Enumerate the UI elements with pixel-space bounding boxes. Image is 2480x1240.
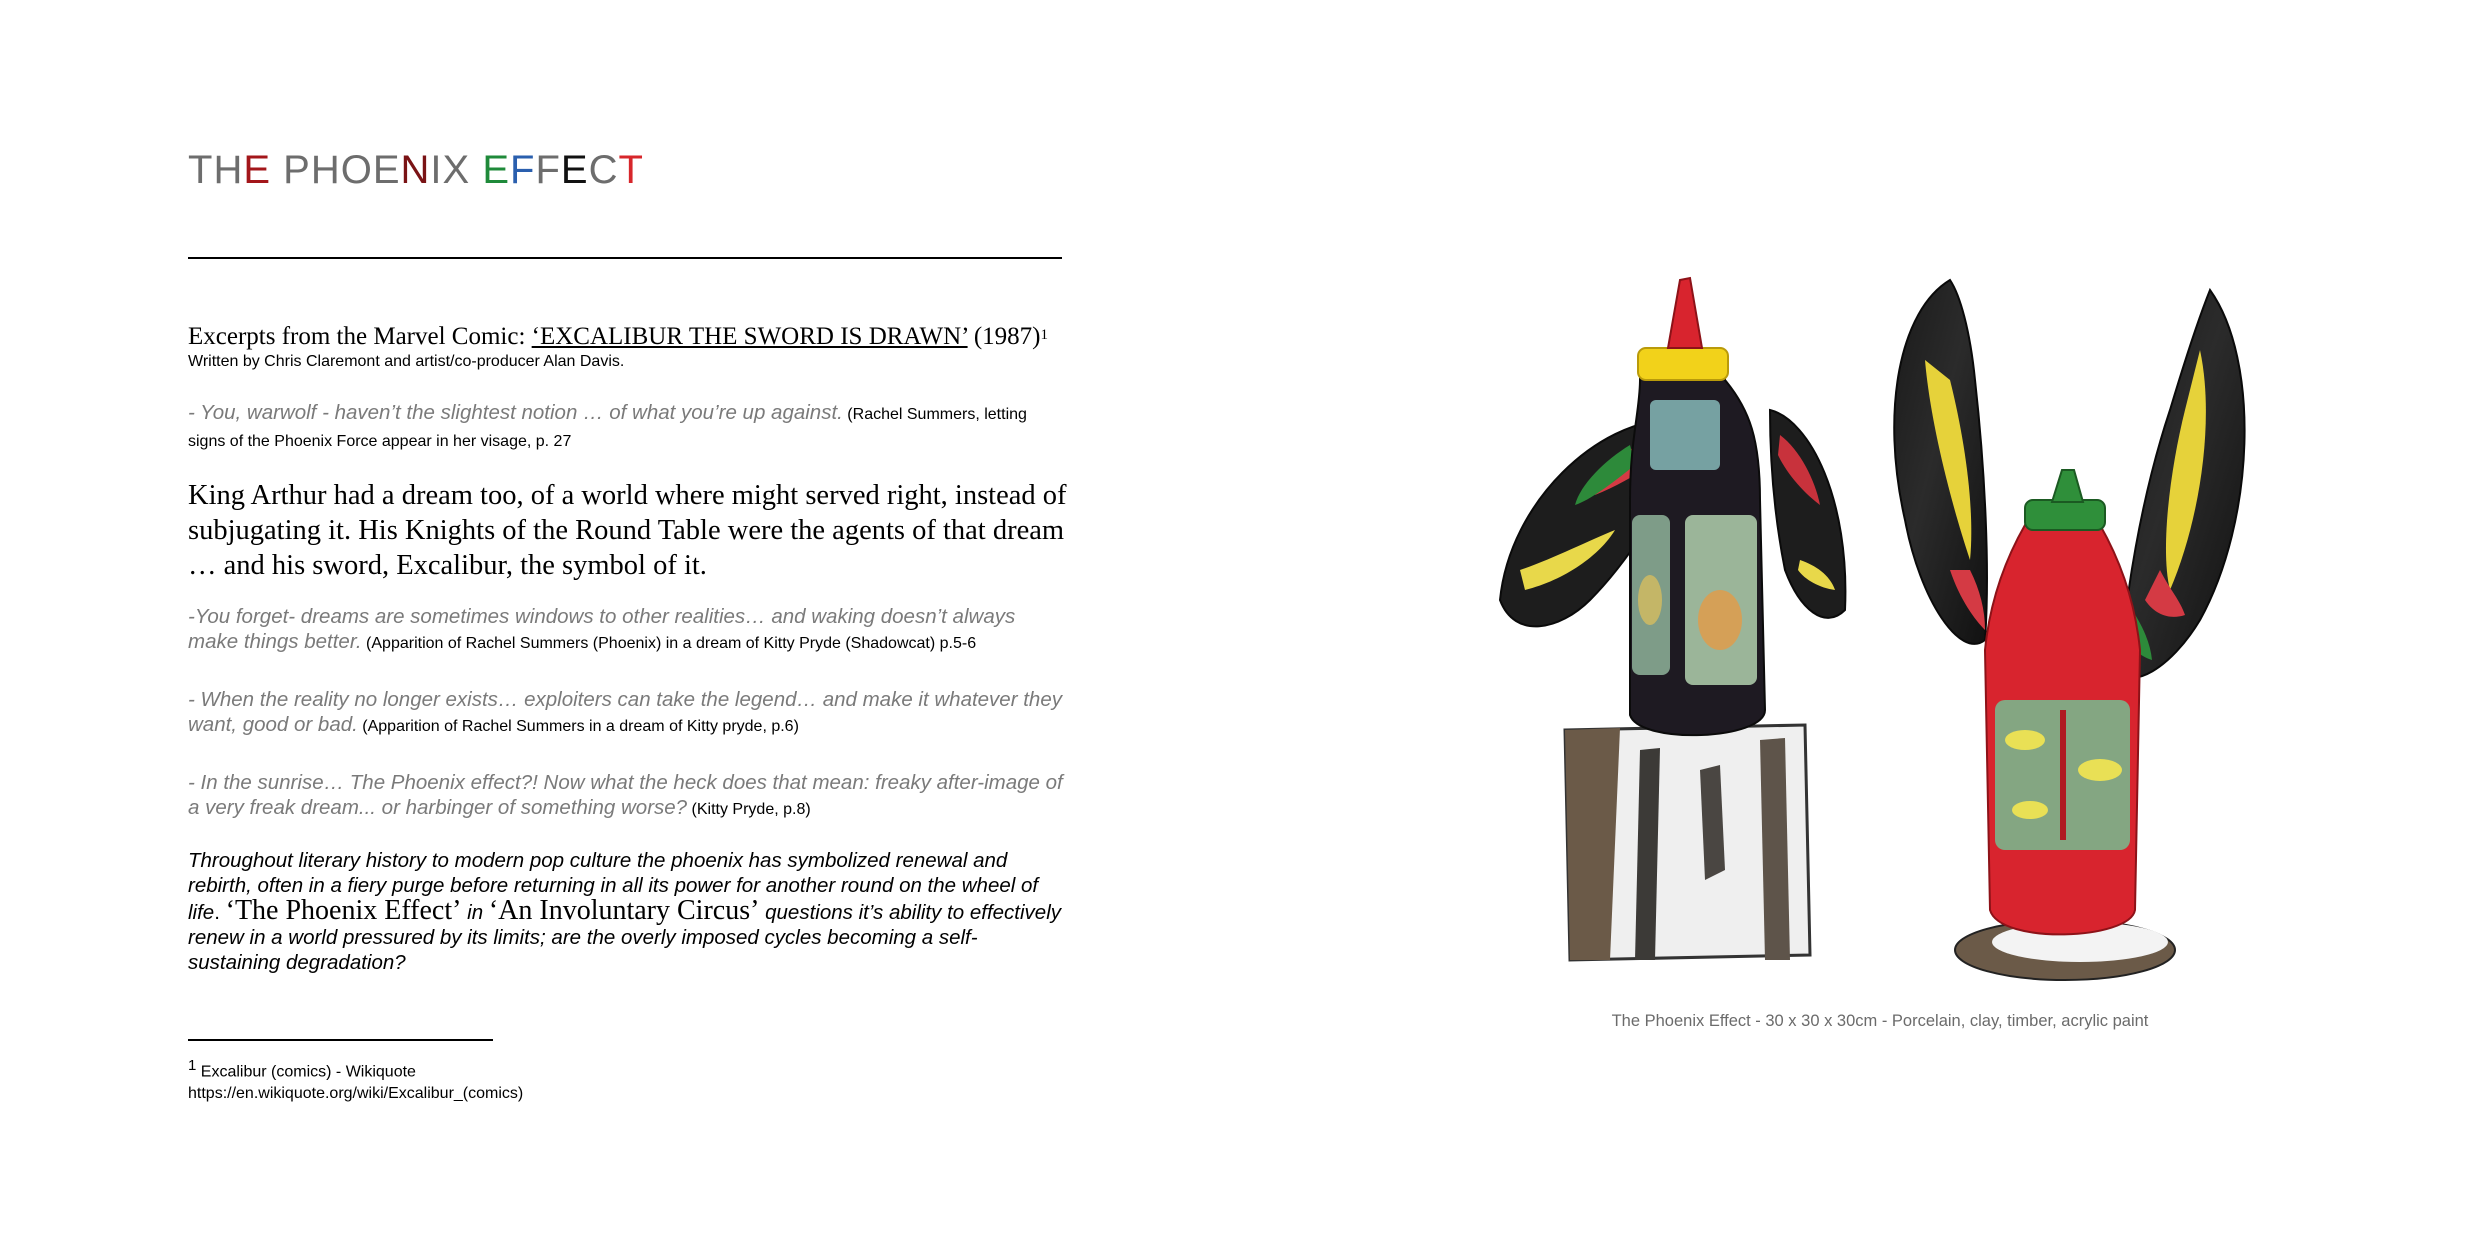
quote-citation: (Apparition of Rachel Summers in a dream of Kitty pryde, p.6) (357, 718, 799, 735)
title-letter: H (310, 148, 341, 192)
body-paragraph (188, 848, 1068, 975)
title-letter (470, 148, 482, 192)
quote-3 (188, 687, 1068, 739)
title-letter: F (535, 148, 561, 192)
title-letter: E (560, 148, 589, 192)
title-letter: H (213, 148, 244, 192)
quote-citation: (Rachel Summers, letting signs of the Phoenix Force appear in her visage, p. 27 (188, 406, 1027, 450)
quote-2 (188, 604, 1068, 656)
title-letter: T (188, 148, 214, 192)
quote-text: - When the reality no longer exists… exploiters can take the legend… and make it whatever they want, good or bad. (188, 688, 1062, 736)
title-letter: N (400, 148, 431, 192)
comic-title: ‘EXCALIBUR THE SWORD IS DRAWN’ (531, 323, 968, 350)
footnote-divider (188, 1039, 493, 1041)
right-sculpture (1894, 280, 2244, 980)
footnote-url: https://en.wikiquote.org/wiki/Excalibur_(comics) (188, 1085, 524, 1103)
title-divider (188, 257, 1062, 259)
artwork-caption: The Phoenix Effect - 30 x 30 x 30cm - Porcelain, clay, timber, acrylic paint (1611, 1012, 2149, 1030)
title-letter: T (618, 148, 644, 192)
title-letter: F (510, 148, 536, 192)
title-letter: E (243, 148, 272, 192)
body-punct: . (214, 901, 226, 924)
quote-citation: (Kitty Pryde, p.8) (687, 801, 811, 818)
footnote-ref: 1 (1040, 327, 1048, 343)
title-letter: C (588, 148, 619, 192)
page-title (188, 150, 644, 190)
quote-4 (188, 770, 1068, 822)
body-text: questions it’s ability to effectively renew in a world pressured by its limits; are the overly imposed cycles becoming a self- sustaining degradation? (188, 901, 1062, 974)
footnote (188, 1055, 888, 1105)
arthur-passage: King Arthur had a dream too, of a world where might served right, instead of subjugating it. His Knights of the Round Table were the agents of that dream … and his sword, Excalibur, the symbol of it. (188, 480, 1067, 581)
title-letter: E (372, 148, 401, 192)
title-letter (271, 148, 283, 192)
work-title-involuntary-circus: ‘An Involuntary Circus’ (488, 895, 760, 926)
title-letter: E (482, 148, 511, 192)
title-letter: I (430, 148, 443, 192)
quote-1 (188, 400, 1068, 454)
artwork-photo (1480, 270, 2260, 1000)
title-letter: P (283, 148, 311, 192)
left-sculpture (1500, 278, 1845, 960)
quote-text: - You, warwolf - haven’t the slightest notion … of what you’re up against. (188, 401, 843, 424)
quote-text: - In the sunrise… The Phoenix effect?! Now what the heck does that mean: freaky after-image of a very freak dream... or harbinger of something worse? (188, 771, 1063, 819)
footnote-number: 1 (188, 1057, 197, 1074)
title-letter: O (340, 148, 373, 192)
comic-year: (1987) (967, 323, 1041, 350)
footnote-label: Excalibur (comics) - Wikiquote (196, 1063, 416, 1081)
credit-line: Written by Chris Claremont and artist/co-producer Alan Davis. (188, 353, 625, 370)
excerpt-heading (188, 322, 1088, 352)
quote-text: -You forget- dreams are sometimes windows to other realities… and waking doesn’t always make things better. (188, 605, 1016, 653)
title-letter: X (442, 148, 471, 192)
body-text: in (461, 901, 489, 924)
quote-citation: (Apparition of Rachel Summers (Phoenix) in a dream of Kitty Pryde (Shadowcat) p.5-6 (361, 635, 977, 652)
work-title-phoenix-effect: ‘The Phoenix Effect’ (225, 895, 462, 926)
body-text: Throughout literary history to modern pop culture the phoenix has symbolized renewal and rebirth, often in a fiery purge before returning in all its power for another round on the wheel of life (188, 849, 1039, 924)
excerpt-intro: Excerpts from the Marvel Comic: (188, 323, 532, 350)
